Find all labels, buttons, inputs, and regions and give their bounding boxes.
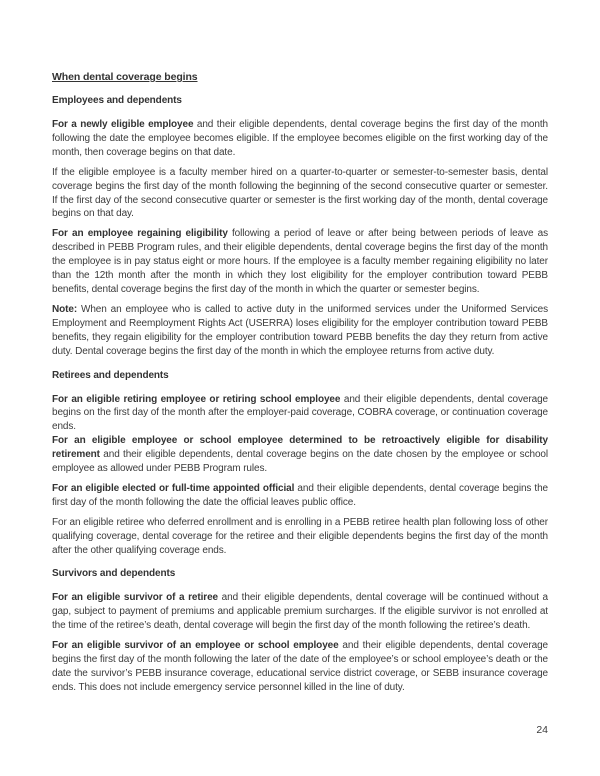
paragraph-lead: For an employee regaining eligibility bbox=[52, 228, 228, 240]
paragraph bbox=[52, 639, 548, 695]
paragraph bbox=[52, 591, 548, 633]
paragraph bbox=[52, 118, 548, 160]
page-number: 24 bbox=[536, 724, 548, 736]
paragraph-lead: For an eligible survivor of an employee or school employee bbox=[52, 640, 339, 652]
paragraph bbox=[52, 434, 548, 476]
paragraph bbox=[52, 227, 548, 297]
paragraph-text: and their eligible dependents, dental coverage begins on the first day of the month after the employer-paid coverage, COBRA coverage, or continuation coverage ends. bbox=[52, 393, 548, 433]
paragraph-text: following a period of leave or after being between periods of leave as described in PEBB Program rules, and their eligible dependents, dental coverage begins the first day of the month the employee is in pay status eight or more hours. If the employee is a faculty member regaining eligibility no later than the 12th month after the month in which they lost eligibility for the employer contribution toward PEBB benefits, dental coverage begins the first day of the month in which the quarter or semester begins. bbox=[52, 228, 548, 295]
section-heading-employees: Employees and dependents bbox=[52, 95, 182, 106]
paragraph-text: If the eligible employee is a faculty member hired on a quarter-to-quarter or semester-to-semester basis, dental coverage begins the first day of the month following the beginning of the second consecutive quarter or semester. If the first day of the second consecutive quarter or semester is the first working day of the month, dental coverage begins on that day. bbox=[52, 166, 548, 220]
paragraph bbox=[52, 516, 548, 558]
paragraph-text: and their eligible dependents, dental coverage begins on the date chosen by the employee or school employee as allowed under PEBB Program rules. bbox=[52, 449, 548, 475]
paragraph bbox=[52, 482, 548, 510]
document-title: When dental coverage begins bbox=[52, 71, 198, 83]
paragraph-text: and their eligible dependents, dental coverage begins the first day of the month following the later of the date of the employee’s or school employee’s death or the date the survivor’s PEBB insurance coverage, educational service district coverage, or SEBB insurance coverage ends. This does not include emergency service personnel killed in the line of duty. bbox=[52, 640, 548, 693]
paragraph-text: For an eligible retiree who deferred enrollment and is enrolling in a PEBB retiree health plan following loss of other qualifying coverage, dental coverage for the retiree and their eligible dependents begins the first day of the month after the other qualifying coverage ends. bbox=[52, 516, 548, 556]
note-paragraph bbox=[52, 303, 548, 359]
section-heading-retirees: Retirees and dependents bbox=[52, 369, 169, 381]
section-heading-survivors: Survivors and dependents bbox=[52, 568, 176, 580]
paragraph-lead: For an eligible elected or full-time appointed official bbox=[52, 482, 295, 494]
paragraph bbox=[52, 166, 548, 222]
paragraph-lead: For an eligible employee or school employee determined to be retroactively eligible for disability retirement bbox=[52, 435, 548, 461]
paragraph-lead: For an eligible retiring employee or retiring school employee bbox=[52, 393, 341, 405]
paragraph-text: and their eligible dependents, dental coverage begins the first day of the month following the date the employee becomes eligible. If the employee becomes eligible on the first working day of the month, then coverage begins on that date. bbox=[52, 119, 548, 158]
paragraph bbox=[52, 393, 548, 435]
paragraph-text: When an employee who is called to active duty in the uniformed services under the Uniformed Services Employment and Reemployment Rights Act (USERRA) loses eligibility for the employer contribution toward PEBB benefits, they regain eligibility for the employer contribution toward PEBB benefits the day they return from active duty. Dental coverage begins the first day of the month in which the employee returns from active duty. bbox=[52, 303, 548, 357]
note-label: Note: bbox=[52, 303, 78, 315]
paragraph-text: and their eligible dependents, dental coverage begins the first day of the month following the date the official leaves public office. bbox=[52, 482, 549, 508]
paragraph-lead: For an eligible survivor of a retiree bbox=[52, 592, 219, 604]
paragraph-lead: For a newly eligible employee bbox=[52, 119, 194, 130]
paragraph-text: and their eligible dependents, dental coverage will be continued without a gap, subject to payment of premiums and applicable premium surcharges. If the eligible survivor is not enrolled at the time of the retiree’s death, dental coverage will begin the first day of the month following the retiree’s death. bbox=[52, 592, 548, 632]
